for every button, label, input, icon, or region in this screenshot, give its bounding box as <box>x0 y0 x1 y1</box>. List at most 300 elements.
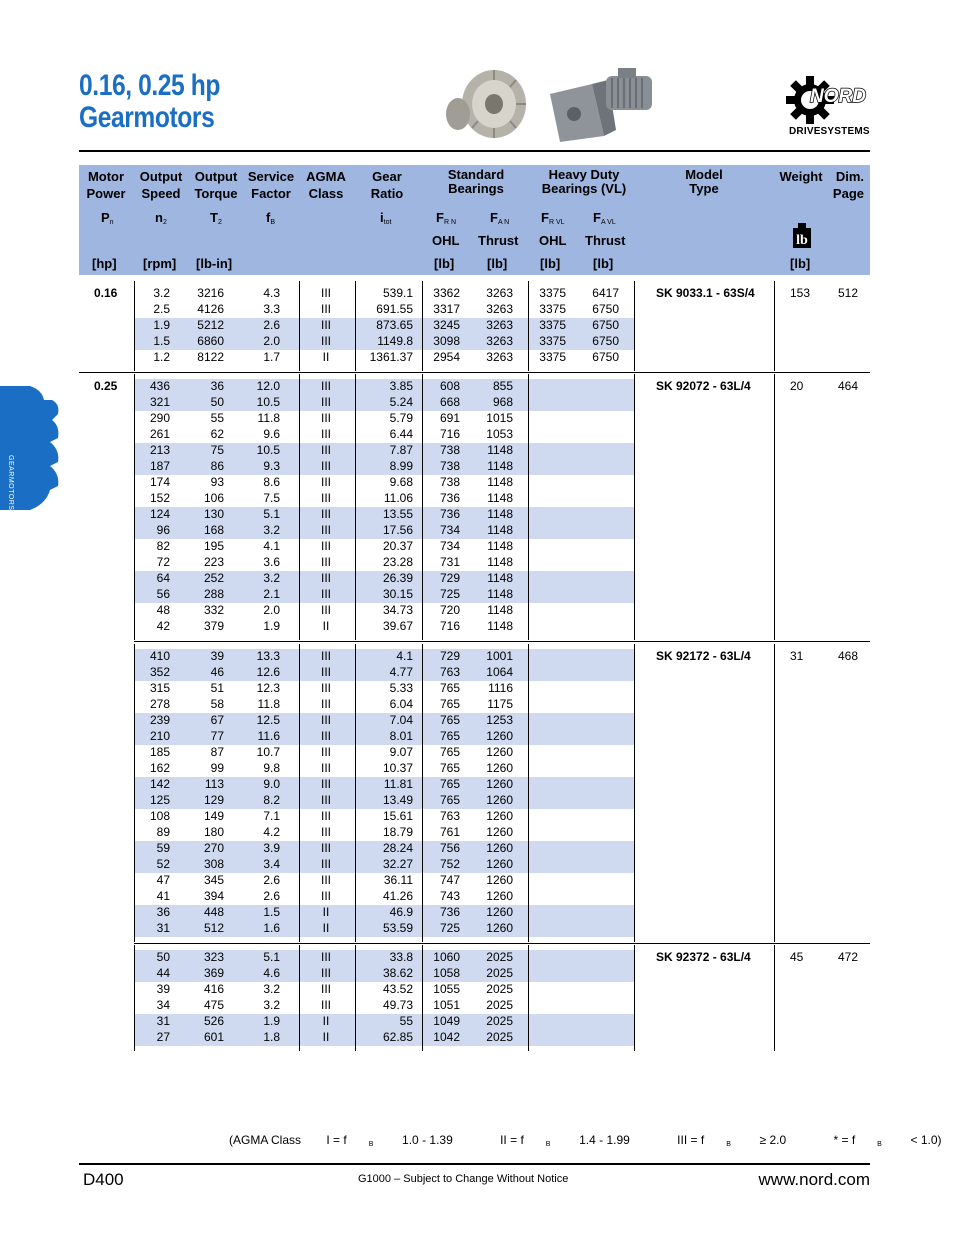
table-cell: II <box>322 1014 330 1028</box>
table-cell: 12.3 <box>256 681 280 695</box>
table-cell: III <box>320 777 331 791</box>
table-cell: 765 <box>439 697 460 711</box>
table-cell: 7.87 <box>389 443 413 457</box>
table-cell: 1.9 <box>263 619 280 633</box>
table-cell: 1.5 <box>263 905 280 919</box>
table-cell: 174 <box>149 475 170 489</box>
column-divider <box>422 945 423 1051</box>
table-cell: 855 <box>492 379 513 393</box>
table-cell: 1064 <box>486 665 513 679</box>
table-cell: 3.85 <box>389 379 413 393</box>
unit-lb-in: [lb-in] <box>196 256 233 271</box>
table-cell: 99 <box>210 761 224 775</box>
table-cell: 53.59 <box>382 921 413 935</box>
table-cell: 8.2 <box>263 793 280 807</box>
table-cell: 13.55 <box>382 507 413 521</box>
table-cell: 765 <box>439 681 460 695</box>
table-cell: 48 <box>156 603 170 617</box>
table-cell: 738 <box>439 475 460 489</box>
sym-t2: $T_2$ <box>210 210 222 226</box>
table-cell: 1260 <box>486 761 513 775</box>
table-cell: 601 <box>203 1030 224 1044</box>
table-cell: III <box>320 873 331 887</box>
table-cell: 736 <box>439 507 460 521</box>
table-cell: 1260 <box>486 825 513 839</box>
table-cell: III <box>320 697 331 711</box>
column-divider <box>422 281 423 371</box>
column-divider <box>299 945 300 1051</box>
table-cell: 716 <box>439 619 460 633</box>
table-cell: 1116 <box>488 681 513 695</box>
column-divider <box>355 374 356 640</box>
table-cell: 3317 <box>433 302 460 316</box>
motor-power-value: 0.25 <box>94 379 118 393</box>
table-cell: 738 <box>439 443 460 457</box>
table-cell: 1148 <box>487 555 513 569</box>
table-cell: 9.3 <box>263 459 280 473</box>
table-cell: 9.07 <box>389 745 413 759</box>
table-cell: 55 <box>210 411 224 425</box>
table-cell: 1148 <box>487 459 513 473</box>
table-cell: 720 <box>439 603 460 617</box>
table-cell: 3375 <box>539 286 566 300</box>
table-cell: III <box>320 729 331 743</box>
table-cell: III <box>320 286 331 300</box>
table-cell: 1001 <box>486 649 513 663</box>
hdr-heavy-duty-bearings: Heavy Duty Bearings (VL) <box>541 167 627 196</box>
table-cell: 50 <box>210 395 224 409</box>
motor-power-value: 0.16 <box>94 286 118 300</box>
table-cell: 15.61 <box>382 809 413 823</box>
table-cell: 1148 <box>487 587 513 601</box>
column-divider <box>634 374 635 640</box>
table-cell: 3263 <box>486 318 513 332</box>
table-cell: II <box>322 619 330 633</box>
table-cell: 736 <box>439 491 460 505</box>
table-cell: 11.8 <box>257 697 280 711</box>
table-cell: 3263 <box>486 350 513 364</box>
table-cell: 1058 <box>433 966 460 980</box>
column-divider <box>422 644 423 942</box>
table-cell: 5.24 <box>389 395 413 409</box>
table-cell: 6750 <box>592 302 619 316</box>
table-cell: 36 <box>210 379 224 393</box>
table-cell: III <box>320 889 331 903</box>
table-cell: 17.56 <box>382 523 413 537</box>
table-cell: 1148 <box>487 475 513 489</box>
dim-page-value: 468 <box>838 649 859 663</box>
table-cell: 3263 <box>486 334 513 348</box>
table-cell: 130 <box>203 507 224 521</box>
table-cell: 448 <box>203 905 224 919</box>
table-cell: 1260 <box>486 793 513 807</box>
table-cell: 23.28 <box>382 555 413 569</box>
sym-frn: $F_{R N}$ <box>436 210 457 226</box>
table-cell: III <box>320 411 331 425</box>
table-cell: 2025 <box>486 966 513 980</box>
table-cell: 369 <box>203 966 224 980</box>
table-cell: 13.3 <box>256 649 280 663</box>
table-cell: 288 <box>203 587 224 601</box>
table-cell: 4.3 <box>263 286 280 300</box>
hdr-model-type: Model Type <box>685 167 723 196</box>
column-divider <box>355 945 356 1051</box>
table-cell: III <box>320 523 331 537</box>
table-cell: 1260 <box>486 745 513 759</box>
table-cell: 1.6 <box>263 921 280 935</box>
group-divider <box>79 372 870 373</box>
logo-subtitle: DRIVESYSTEMS <box>789 126 870 137</box>
table-cell: 20.37 <box>382 539 413 553</box>
table-cell: 1260 <box>486 729 513 743</box>
table-cell: 1148 <box>487 443 513 457</box>
hdr-gear-ratio: Gear Ratio <box>370 169 404 201</box>
table-cell: 1148 <box>487 523 513 537</box>
table-cell: III <box>320 966 331 980</box>
table-cell: 1260 <box>486 809 513 823</box>
bottom-rule <box>79 1163 870 1165</box>
table-cell: 39.67 <box>382 619 413 633</box>
table-cell: 49.73 <box>382 998 413 1012</box>
table-cell: 187 <box>149 459 170 473</box>
table-cell: 1260 <box>486 905 513 919</box>
table-cell: 4.6 <box>263 966 280 980</box>
table-cell: 2.6 <box>263 873 280 887</box>
svg-text:lb: lb <box>796 233 808 248</box>
table-cell: 3.2 <box>263 998 280 1012</box>
table-cell: 539.1 <box>382 286 413 300</box>
table-cell: 252 <box>203 571 224 585</box>
table-cell: 1.9 <box>263 1014 280 1028</box>
table-cell: 761 <box>439 825 460 839</box>
table-cell: 11.6 <box>257 729 280 743</box>
table-cell: 6.44 <box>389 427 413 441</box>
unit-rpm: [rpm] <box>143 256 177 271</box>
table-cell: 32.27 <box>382 857 413 871</box>
table-cell: 3.2 <box>153 286 170 300</box>
unit-lb-thrust: [lb] <box>487 256 508 271</box>
weight-value: 153 <box>790 286 811 300</box>
table-cell: II <box>322 921 330 935</box>
table-cell: 213 <box>149 443 170 457</box>
table-cell: 512 <box>203 921 224 935</box>
table-cell: 3375 <box>539 350 566 364</box>
table-cell: 6750 <box>592 334 619 348</box>
table-cell: 3.4 <box>263 857 280 871</box>
table-cell: 738 <box>439 459 460 473</box>
table-cell: III <box>320 379 331 393</box>
table-cell: 9.0 <box>263 777 280 791</box>
column-divider <box>528 374 529 640</box>
hdr-weight: Weight <box>779 169 823 184</box>
table-cell: 11.8 <box>257 411 280 425</box>
table-cell: 765 <box>439 713 460 727</box>
table-cell: 56 <box>156 587 170 601</box>
table-cell: III <box>320 539 331 553</box>
unit-hp: [hp] <box>92 256 117 271</box>
table-cell: 668 <box>439 395 460 409</box>
table-cell: 6750 <box>592 318 619 332</box>
table-cell: 2025 <box>486 950 513 964</box>
table-cell: 278 <box>149 697 170 711</box>
title-line-2: Gearmotors <box>79 101 215 134</box>
table-cell: 210 <box>149 729 170 743</box>
table-cell: 3362 <box>433 286 460 300</box>
hdr-agma-class: AGMA Class <box>306 169 346 201</box>
table-cell: 2.5 <box>153 302 170 316</box>
table-cell: 10.5 <box>256 395 280 409</box>
footer-notice: G1000 – Subject to Change Without Notice <box>358 1173 569 1185</box>
column-divider <box>134 644 135 942</box>
unit-lb-ohl: [lb] <box>434 256 455 271</box>
model-type-value: SK 92072 - 63L/4 <box>656 379 751 393</box>
table-cell: 756 <box>439 841 460 855</box>
weight-value: 31 <box>790 649 804 663</box>
table-cell: III <box>320 475 331 489</box>
table-cell: 1149.8 <box>377 334 413 348</box>
bevel-gear-image <box>444 66 528 142</box>
table-cell: 185 <box>149 745 170 759</box>
table-cell: 1.9 <box>153 318 170 332</box>
table-cell: 62.85 <box>382 1030 413 1044</box>
table-cell: 9.6 <box>263 427 280 441</box>
table-cell: 2025 <box>486 982 513 996</box>
table-cell: 1.8 <box>263 1030 280 1044</box>
table-cell: 168 <box>203 523 224 537</box>
table-cell: 3375 <box>539 302 566 316</box>
table-cell: 162 <box>149 761 170 775</box>
hdr-dim-page: Dim. Page <box>832 169 864 201</box>
table-cell: 3.9 <box>263 841 280 855</box>
table-cell: 31 <box>156 921 170 935</box>
table-cell: 734 <box>439 539 460 553</box>
table-cell: 2954 <box>433 350 460 364</box>
table-cell: 38.62 <box>382 966 413 980</box>
table-cell: 743 <box>439 889 460 903</box>
table-cell: 3.2 <box>263 982 280 996</box>
table-cell: 729 <box>439 571 460 585</box>
table-cell: 2.0 <box>263 334 280 348</box>
table-cell: 1260 <box>486 921 513 935</box>
table-cell: III <box>320 809 331 823</box>
table-cell: 608 <box>439 379 460 393</box>
column-divider <box>134 374 135 640</box>
table-cell: 13.49 <box>382 793 413 807</box>
table-cell: III <box>320 459 331 473</box>
column-divider <box>774 281 775 371</box>
table-cell: 2.0 <box>263 603 280 617</box>
table-cell: III <box>320 793 331 807</box>
table-cell: 873.65 <box>376 318 413 332</box>
table-cell: 691.55 <box>376 302 413 316</box>
table-cell: 1260 <box>486 857 513 871</box>
table-cell: 3245 <box>433 318 460 332</box>
table-cell: 195 <box>203 539 224 553</box>
column-divider <box>774 374 775 640</box>
table-cell: 4.1 <box>263 539 280 553</box>
table-cell: II <box>322 1030 330 1044</box>
table-cell: 59 <box>156 841 170 855</box>
table-cell: 321 <box>149 395 170 409</box>
table-cell: 5.79 <box>389 411 413 425</box>
table-cell: 39 <box>210 649 224 663</box>
weight-value: 20 <box>790 379 804 393</box>
column-divider <box>134 281 135 371</box>
table-cell: 1060 <box>433 950 460 964</box>
column-divider <box>774 945 775 1051</box>
table-cell: 410 <box>149 649 170 663</box>
table-cell: 736 <box>439 905 460 919</box>
table-cell: 8122 <box>197 350 224 364</box>
table-cell: 526 <box>203 1014 224 1028</box>
table-cell: 765 <box>439 761 460 775</box>
table-cell: 315 <box>149 681 170 695</box>
table-cell: 416 <box>203 982 224 996</box>
table-cell: 113 <box>204 777 224 791</box>
table-cell: 1260 <box>486 841 513 855</box>
table-cell: III <box>320 491 331 505</box>
table-cell: 2025 <box>486 1030 513 1044</box>
table-cell: 180 <box>203 825 224 839</box>
column-divider <box>134 945 135 1051</box>
svg-text:NORD: NORD <box>810 86 866 107</box>
table-cell: 3375 <box>539 334 566 348</box>
table-cell: 308 <box>203 857 224 871</box>
table-cell: 752 <box>439 857 460 871</box>
page-title <box>79 70 220 134</box>
table-cell: 1148 <box>487 507 513 521</box>
table-cell: 28.24 <box>382 841 413 855</box>
column-divider <box>774 644 775 942</box>
table-cell: 475 <box>203 998 224 1012</box>
table-cell: 1260 <box>486 777 513 791</box>
table-cell: 18.79 <box>382 825 413 839</box>
website-link[interactable]: www.nord.com <box>758 1170 870 1189</box>
table-cell: 62 <box>210 427 224 441</box>
table-cell: III <box>320 841 331 855</box>
table-cell: III <box>320 603 331 617</box>
table-cell: 1148 <box>487 603 513 617</box>
sym-fan: $F_{A N}$ <box>490 210 510 226</box>
table-cell: 765 <box>439 745 460 759</box>
table-cell: III <box>320 998 331 1012</box>
top-rule <box>79 150 870 152</box>
table-cell: III <box>320 713 331 727</box>
table-cell: 1042 <box>433 1030 460 1044</box>
table-cell: 716 <box>439 427 460 441</box>
column-divider <box>299 644 300 942</box>
table-cell: 1260 <box>486 889 513 903</box>
table-cell: 763 <box>439 809 460 823</box>
table-cell: II <box>322 905 330 919</box>
table-cell: 26.39 <box>382 571 413 585</box>
table-cell: 6.04 <box>389 697 413 711</box>
table-cell: III <box>320 571 331 585</box>
title-line-1: 0.16, 0.25 hp <box>79 69 220 102</box>
table-cell: 5212 <box>197 318 224 332</box>
table-cell: 1175 <box>487 697 513 711</box>
table-cell: 47 <box>156 873 170 887</box>
table-cell: 6860 <box>197 334 224 348</box>
table-cell: 3216 <box>197 286 224 300</box>
sym-fb: $f_B$ <box>266 210 276 226</box>
table-cell: 3098 <box>433 334 460 348</box>
table-cell: 10.37 <box>382 761 413 775</box>
table-cell: 34 <box>156 998 170 1012</box>
table-cell: 129 <box>203 793 224 807</box>
table-cell: 239 <box>149 713 170 727</box>
table-cell: 5.1 <box>263 950 280 964</box>
table-cell: 8.99 <box>389 459 413 473</box>
model-type-value: SK 9033.1 - 63S/4 <box>656 286 755 300</box>
hdr-output-speed: Output Speed <box>139 169 183 201</box>
table-cell: 1.2 <box>153 350 170 364</box>
table-cell: 8.6 <box>263 475 280 489</box>
table-cell: 6417 <box>592 286 619 300</box>
table-cell: III <box>320 761 331 775</box>
table-cell: 7.1 <box>263 809 280 823</box>
table-cell: 87 <box>210 745 224 759</box>
table-cell: 36.11 <box>383 873 413 887</box>
table-cell: 2.6 <box>263 889 280 903</box>
table-cell: III <box>320 427 331 441</box>
sym-n2: $n_2$ <box>155 210 167 226</box>
model-type-value: SK 92372 - 63L/4 <box>656 950 751 964</box>
hdr-thrust: Thrust <box>478 233 519 248</box>
table-cell: 55 <box>399 1014 413 1028</box>
sym-favl: $F_{A VL}$ <box>593 210 616 226</box>
table-cell: 106 <box>203 491 224 505</box>
table-cell: 1361.37 <box>369 350 413 364</box>
table-cell: 290 <box>149 411 170 425</box>
table-cell: 58 <box>210 697 224 711</box>
sym-pn: $P_n$ <box>101 210 114 226</box>
table-cell: 747 <box>439 873 460 887</box>
table-cell: 51 <box>210 681 224 695</box>
table-cell: 1148 <box>487 491 513 505</box>
column-divider <box>528 281 529 371</box>
table-cell: 1015 <box>486 411 513 425</box>
table-cell: III <box>320 665 331 679</box>
column-divider <box>355 644 356 942</box>
table-cell: 46 <box>210 665 224 679</box>
table-cell: 27 <box>156 1030 170 1044</box>
table-cell: 3.3 <box>263 302 280 316</box>
sym-frvl: $F_{R VL}$ <box>541 210 565 226</box>
column-divider <box>634 281 635 371</box>
table-cell: III <box>320 950 331 964</box>
gearmotor-image <box>546 66 658 144</box>
hdr-motor-power: Motor Power <box>86 169 126 201</box>
table-cell: 763 <box>439 665 460 679</box>
table-cell: 2025 <box>486 998 513 1012</box>
column-divider <box>355 281 356 371</box>
table-cell: 332 <box>203 603 224 617</box>
column-divider <box>422 374 423 640</box>
table-cell: 124 <box>149 507 170 521</box>
column-divider <box>634 945 635 1051</box>
table-cell: 7.04 <box>389 713 413 727</box>
table-cell: 691 <box>439 411 460 425</box>
table-cell: 50 <box>156 950 170 964</box>
table-cell: 93 <box>210 475 224 489</box>
table-cell: 10.7 <box>256 745 280 759</box>
hdr-service-factor: Service Factor <box>247 169 295 201</box>
table-cell: 7.5 <box>263 491 280 505</box>
table-cell: 82 <box>156 539 170 553</box>
table-cell: 77 <box>210 729 224 743</box>
dim-page-value: 472 <box>838 950 859 964</box>
